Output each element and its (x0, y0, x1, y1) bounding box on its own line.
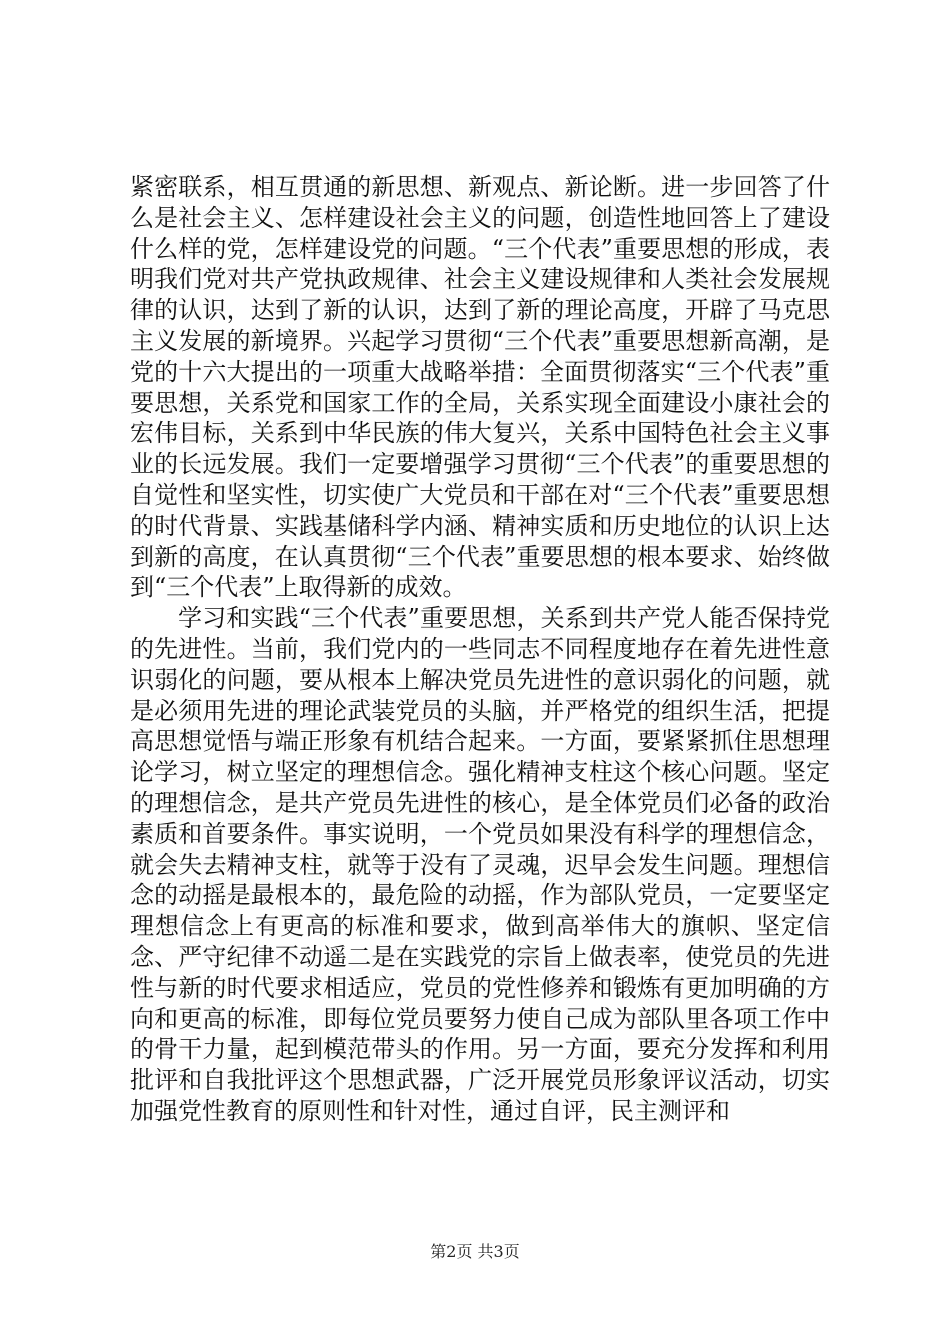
page-number-footer: 第2页 共3页 (430, 1242, 520, 1261)
document-body (130, 172, 830, 1127)
paragraph-2: 学习和实践“三个代表”重要思想，关系到共产党人能否保持党的先进性。当前，我们党内的一些同志不同程度地存在着先进性意识弱化的问题，要从根本上解决党员先进性的意识弱化的问题，就是必须用先进的理论武装党员的头脑，并严格党的组织生活，把提高思想觉悟与端正形象有机结合起来。一方面，要紧紧抓住思想理论学习，树立坚定的理想信念。强化精神支柱这个核心问题。坚定的理想信念，是共产党员先进性的核心，是全体党员们必备的政治素质和首要条件。事实说明，一个党员如果没有科学的理想信念，就会失去精神支柱，就等于没有了灵魂，迟早会发生问题。理想信念的动摇是最根本的，最危险的动摇，作为部队党员，一定要坚定理想信念上有更高的标准和要求，做到高举伟大的旗帜、坚定信念、严守纪律不动遥二是在实践党的宗旨上做表率，使党员的先进性与新的时代要求相适应，党员的党性修养和锻炼有更加明确的方向和更高的标准，即每位党员要努力使自己成为部队里各项工作中的骨干力量，起到模范带头的作用。另一方面，要充分发挥和利用批评和自我批评这个思想武器，广泛开展党员形象评议活动，切实加强党性教育的原则性和针对性，通过自评，民主测评和 (130, 604, 830, 1125)
paragraph-1: 紧密联系，相互贯通的新思想、新观点、新论断。进一步回答了什么是社会主义、怎样建设社会主义的问题，创造性地回答上了建设什么样的党，怎样建设党的问题。“三个代表”重要思想的形成，表明我们党对共产党执政规律、社会主义建设规律和人类社会发展规律的认识，达到了新的认识，达到了新的理论高度，开辟了马克思主义发展的新境界。兴起学习贯彻“三个代表”重要思想新高潮，是党的十六大提出的一项重大战略举措：全面贯彻落实“三个代表”重要思想，关系党和国家工作的全局，关系实现全面建设小康社会的宏伟目标，关系到中华民族的伟大复兴，关系中国特色社会主义事业的长远发展。我们一定要增强学习贯彻“三个代表”的重要思想的自觉性和坚实性，切实使广大党员和干部在对“三个代表”重要思想的时代背景、实践基储科学内涵、精神实质和历史地位的认识上达到新的高度，在认真贯彻“三个代表”重要思想的根本要求、始终做到“三个代表”上取得新的成效。 (130, 173, 830, 602)
